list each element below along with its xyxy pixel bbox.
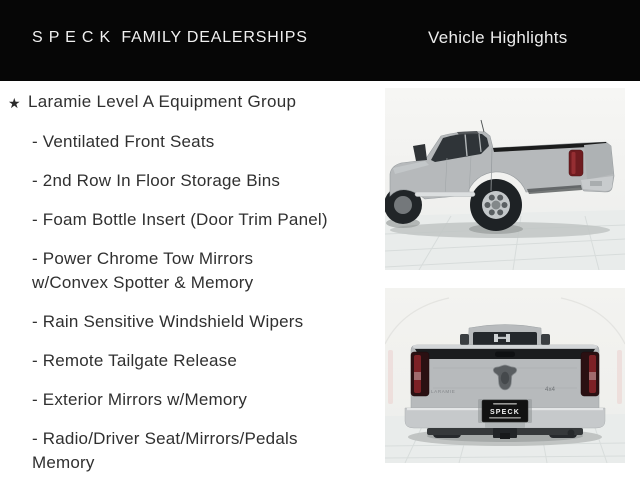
vehicle-highlights-title: Vehicle Highlights — [428, 28, 568, 47]
four-by-four-badge: 4x4 — [545, 386, 555, 393]
taillight-wall-reflection — [388, 350, 393, 404]
feature-line: - 2nd Row In Floor Storage Bins — [32, 171, 281, 190]
feature-line: - Remote Tailgate Release — [32, 351, 238, 370]
feature-rain-sensitive-wipers — [8, 310, 380, 334]
feature-line: - Rain Sensitive Windshield Wipers — [32, 312, 304, 331]
equipment-group-title: Laramie Level A Equipment Group — [28, 92, 297, 111]
dealership-brand: S P E C K FAMILY DEALERSHIPS — [32, 29, 308, 46]
feature-power-chrome-tow-mirrors — [8, 247, 380, 295]
feature-line: - Power Chrome Tow Mirrors — [32, 249, 254, 268]
photo-truck-rear-quarter — [385, 88, 625, 270]
laramie-badge: LARAMIE — [431, 389, 456, 394]
feature-ventilated-front-seats — [8, 130, 380, 154]
feature-2nd-row-storage-bins — [8, 169, 380, 193]
chrome-step-bar — [415, 192, 475, 197]
right-taillight — [581, 352, 599, 396]
truck-rear-illustration — [385, 288, 625, 463]
bumper-step — [590, 181, 602, 186]
license-plate — [478, 399, 532, 423]
feature-exterior-mirrors-memory — [8, 388, 380, 412]
tailgate-handle — [495, 352, 515, 358]
feature-line: - Exterior Mirrors w/Memory — [32, 390, 248, 409]
taillight — [569, 150, 583, 176]
feature-line: Memory — [32, 453, 95, 472]
right-mirror — [541, 334, 550, 345]
front-wheel-alloy — [394, 196, 412, 214]
taillight-highlight — [572, 152, 576, 174]
star-bullet-icon: ★ — [8, 95, 21, 111]
feature-line: - Foam Bottle Insert (Door Trim Panel) — [32, 210, 328, 229]
plate-top-text-bar — [493, 403, 517, 405]
rear-wheel — [470, 179, 522, 231]
left-mirror — [460, 334, 469, 345]
taillight-wall-reflection — [617, 350, 622, 404]
rear-corner-panel — [584, 143, 613, 180]
hitch-receiver — [500, 433, 510, 439]
feature-radio-seat-mirrors-pedals-memory — [8, 427, 380, 475]
equipment-group-row — [8, 90, 380, 115]
header-bar — [0, 0, 640, 81]
truck-rear-quarter-illustration — [385, 88, 625, 270]
feature-line: - Radio/Driver Seat/Mirrors/Pedals — [32, 429, 298, 448]
plate-text: SPECK — [489, 409, 521, 416]
feature-line: - Ventilated Front Seats — [32, 132, 215, 151]
left-taillight — [411, 352, 429, 396]
feature-line: w/Convex Spotter & Memory — [32, 273, 254, 292]
exhaust-tip — [568, 430, 575, 437]
feature-remote-tailgate-release — [8, 349, 380, 373]
plate-bottom-text-bar — [489, 417, 521, 419]
photo-truck-rear-view — [385, 288, 625, 463]
highlights-list — [8, 90, 380, 490]
bed-rail-highlight — [413, 345, 597, 348]
feature-foam-bottle-insert — [8, 208, 380, 232]
